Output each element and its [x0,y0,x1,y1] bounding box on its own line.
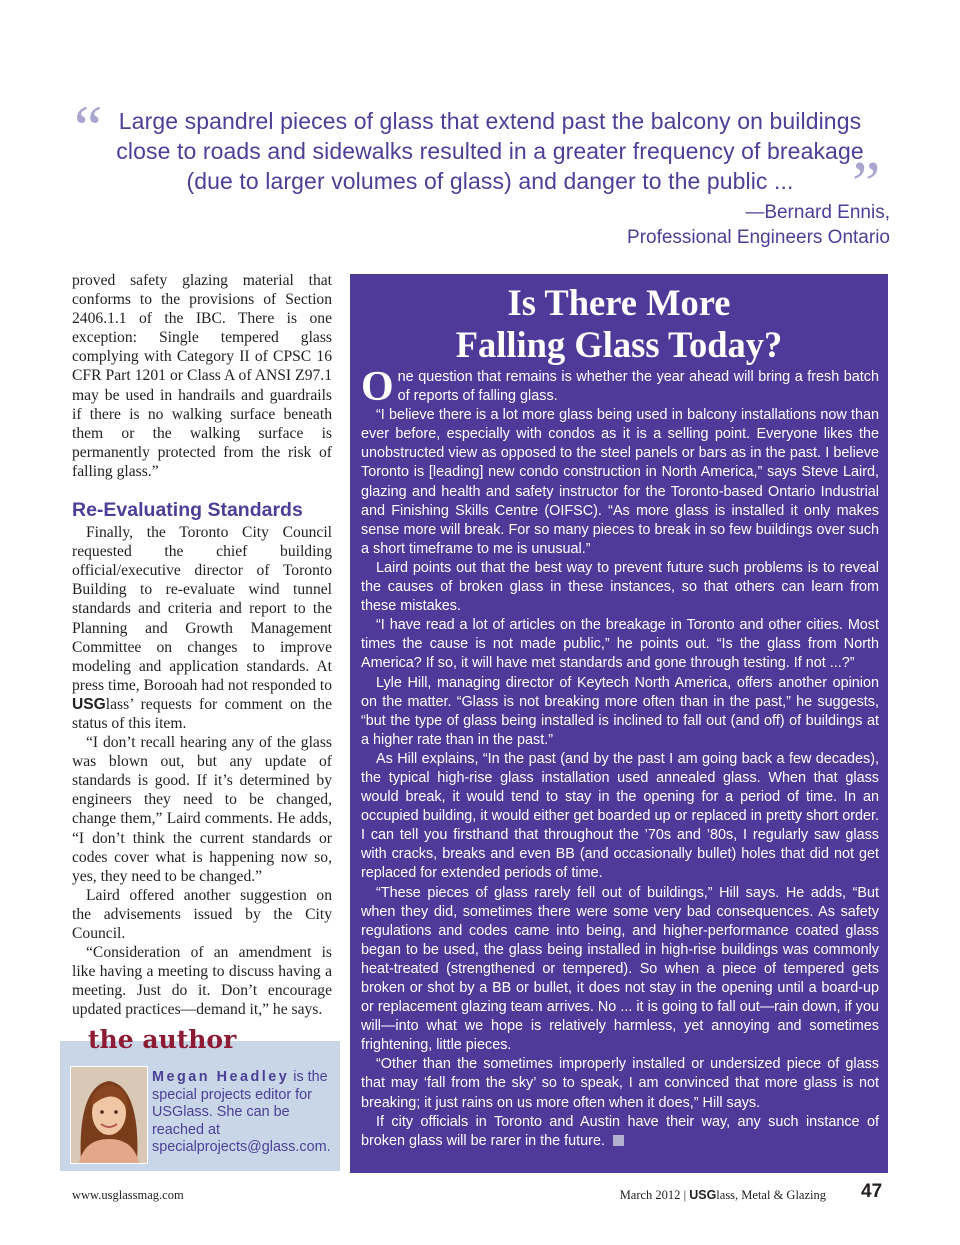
page-number: 47 [861,1181,883,1202]
body-paragraph: “Consideration of an amendment is like having a meeting to discuss having a meeting. Just do it. Don’t encourage updated practices—demand it,” he says. [72,944,332,1019]
sidebar-body [361,364,879,1151]
sidebar-title: Is There More Falling Glass Today? [455,282,783,365]
sidebar-paragraph: “These pieces of glass rarely fell out of buildings,” Hill says. He adds, “But when they did, sometimes there were some very bad consequences. As safety regulations and codes came into being, and higher-performance coated glass began to be used, the glass being installed in high-rise buildings was commonly heat-treated (strengthened or tempered). So when a piece of tempered gets broken or shot by a BB or bullet, it does not stay in the opening until a board-up or replacement glazing team arrives. No ... it is going to fall out—rain down, if you will—into what we hope is relatively harmless, yet annoying and sometimes frightening, little pieces. [361,884,879,1054]
body-paragraph: proved safety glazing material that conforms to the provisions of Section 2406.1.1 of the IBC. There is one exception: Single tempered glass complying with Category II of CPSC 16 CFR Part 1201 or Class A of ANSI Z97.1 may be used in handrails and guardrails if there is no walking surface beneath them or the walking surface is permanently protected from the risk of falling glass.” [72,272,332,480]
end-of-article-icon [613,1135,624,1146]
sidebar-paragraph: “Other than the sometimes improperly installed or undersized piece of glass that may ‘fall from the sky’ so to speak, I am convinced that more glass is not breaking; it just rains on us more often when it does,” Hill says. [361,1056,879,1111]
author-avatar [70,1066,148,1164]
close-quote-icon: ” [852,148,881,219]
footer-issue: March 2012 | USGlass, Metal & Glazing [619,1188,826,1202]
sidebar-paragraph: As Hill explains, “In the past (and by the past I am going back a few decades), the typical high-rise glass installation used annealed glass. When that glass would break, it would tend to stay in the opening for a period of time. In an occupied building, it would either get boarded up or replaced in pretty short order. I can tell you firsthand that throughout the ’70s and ’80s, I regularly saw glass with cracks, breaks and even BB (and occasionally bullet) holes that did not get replaced for extended periods of time. [361,750,879,882]
pull-quote-attribution [90,200,890,250]
brand-mark: USG [72,695,106,713]
body-paragraph: “I don’t recall hearing any of the glass was blown out, but any update of standards is good. If it’s determined by engineers they need to be changed, change them,” Laird comments. He adds, “I don’t think the current standards or codes cover what is happening now so, yes, they need to be changed.” [72,734,332,885]
open-quote-icon: “ [74,92,103,163]
body-paragraph: Finally, the Toronto City Council requested the chief building official/executive director of Toronto Building to re-evaluate wind tunnel standards and criteria and report to the Planning and Growth Management Committee on changes to improve modeling and application standards. At press time, Borooah had not responded to USGlass’ requests for comment on the status of this item. [72,524,332,732]
author-bio: Megan Headley is the special projects editor for USGlass. She can be reached at specialprojects@glass.com. [152,1069,331,1155]
author-heading: the author [88,1025,237,1054]
sidebar-paragraph: Lyle Hill, managing director of Keytech North America, offers another opinion on the matter. “Glass is not breaking more often than in the past,” he suggests, “but the type of glass being installed is inclined to fall out (and off) of buildings at a higher rate than in the past.” [361,674,879,748]
attribution-org: Professional Engineers Ontario [627,227,890,248]
brand-mark: USG [689,1188,717,1202]
drop-cap: O [361,364,394,410]
sidebar-paragraph: “I believe there is a lot more glass being used in balcony installations now than ever before, especially with condos as it is a selling point. Everyone likes the unobstructed view as opposed to the steel panels or bars as in the past. I believe Toronto is [leading] new condo construction in North America,” says Steve Laird, glazing and health and safety instructor for the Toronto-based Ontario Industrial and Finishing Skills Centre (OIFSC). “As more glass is installed it only makes sense more will break. For so many pieces to break in so few buildings over such a short timeframe to me is unusual.” [361,407,879,557]
author-name: Megan Headley [152,1069,290,1085]
footer-url: www.usglassmag.com [72,1188,184,1202]
sidebar-paragraph: If city officials in Toronto and Austin have their way, any such instance of broken glass will be rarer in the future. [361,1113,879,1149]
sidebar-article [350,274,888,1173]
attribution-name: —Bernard Ennis, [745,202,890,223]
sidebar-paragraph: “I have read a lot of articles on the breakage in Toronto and other cities. Most times the cause is not made public,” he points out. “Is the glass from North America? If so, it will have met standards and gone through testing. If not ...?” [361,617,879,672]
pull-quote [74,92,890,250]
body-paragraph: Laird offered another suggestion on the advisements issued by the City Council. [72,886,332,942]
left-column [72,271,332,1019]
author-photo-icon [71,1067,147,1163]
brand-mark: USG [152,1104,184,1120]
pull-quote-text: Large spandrel pieces of glass that extend past the balcony on buildings close to roads and sidewalks resulted in a greater frequency of breakage (due to larger volumes of glass) and danger to the public ... [116,108,864,194]
section-heading: Re-Evaluating Standards [72,499,303,522]
sidebar-paragraph: One question that remains is whether the year ahead will bring a fresh batch of reports of falling glass. [361,364,879,410]
sidebar-paragraph: Laird points out that the best way to prevent future such problems is to reveal the causes of broken glass in these instances, so that others can learn from these mistakes. [361,559,879,615]
